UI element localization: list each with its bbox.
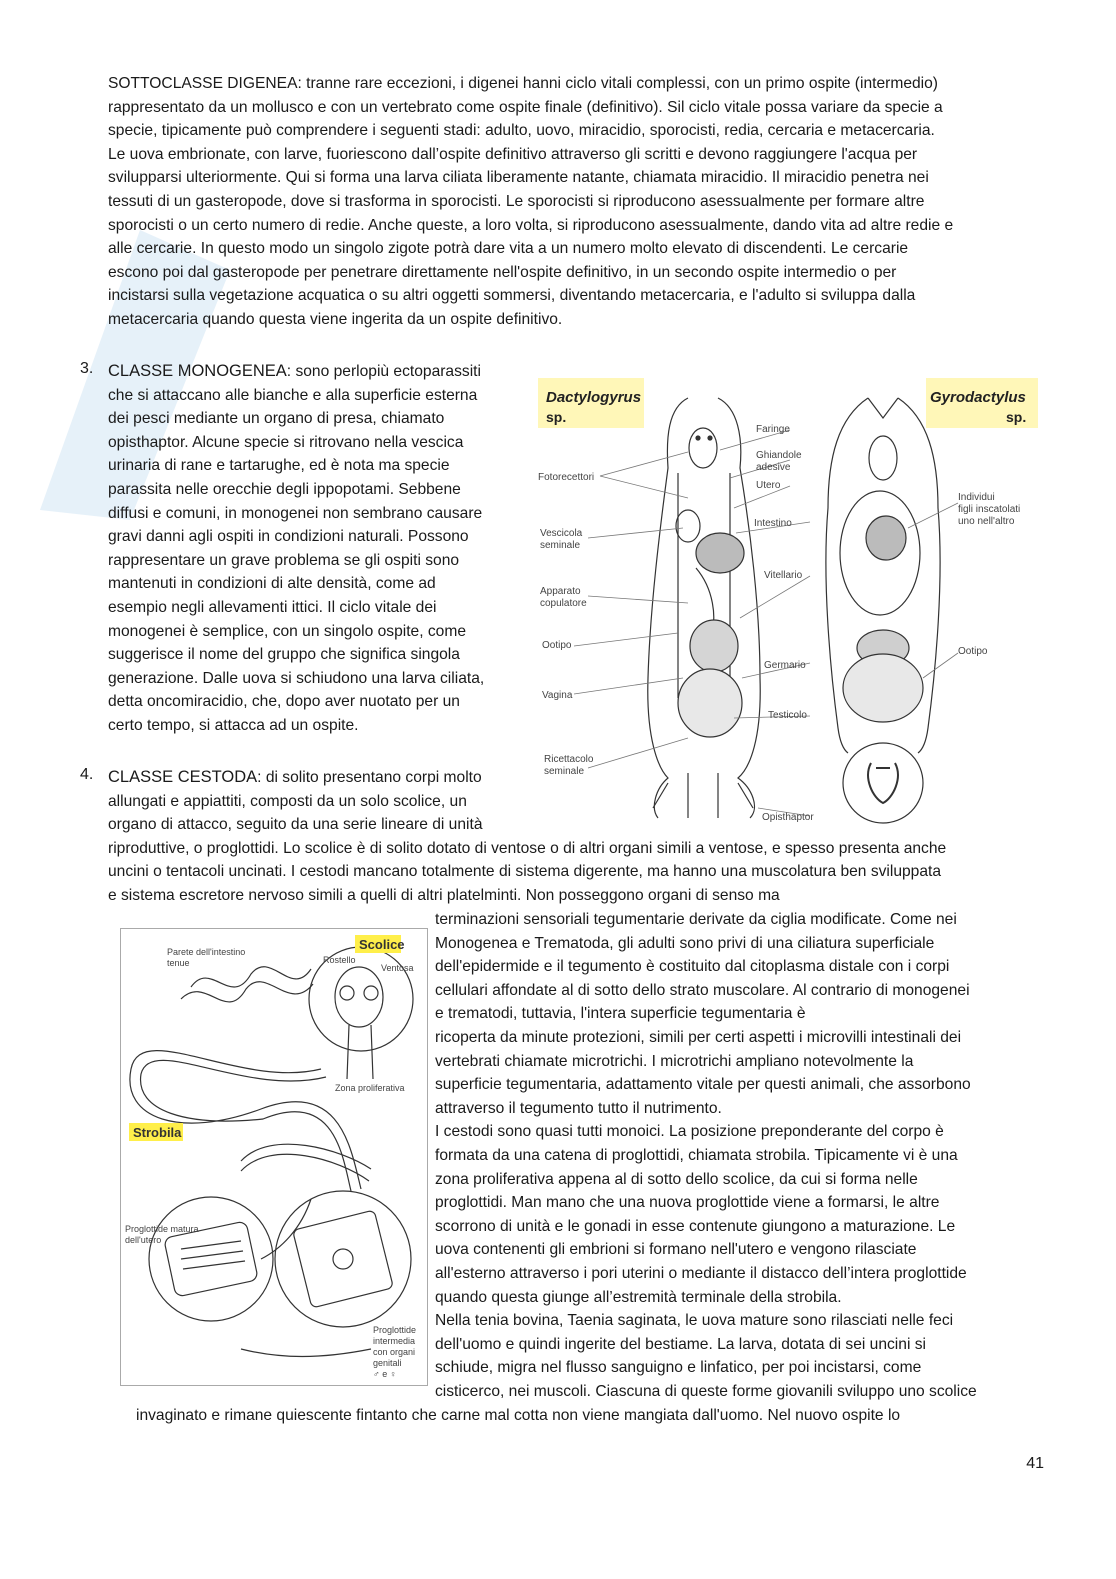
- label-faringe: Faringe: [756, 424, 790, 435]
- text-line: parassita nelle orecchie degli ippopotami. Sebbene: [108, 480, 461, 498]
- label-ghiandole: Ghiandole: [756, 450, 802, 461]
- gyrodactylus-title: Gyrodactylus: [930, 389, 1026, 406]
- monogenea-figure: [538, 378, 1038, 826]
- label-apparato: copulatore: [540, 598, 587, 609]
- text-line: all'esterno attraverso i pori uterini o mediante il distacco dell’intera proglottide: [435, 1264, 967, 1282]
- text-line: suggerisce il nome del gruppo che significa singola: [108, 646, 460, 664]
- parete-label: Parete dell'intestino: [167, 947, 246, 957]
- text-line: formata da una catena di proglottidi, chiamata strobila. Tipicamente vi è una: [435, 1146, 958, 1164]
- gyrodactylus-sp: sp.: [1006, 409, 1027, 425]
- text-line: dei pesci mediante un organo di presa, chiamato: [108, 410, 445, 428]
- text-line: monogenei è semplice, con un singolo ospite, come: [108, 622, 467, 640]
- text-line: cisticerco, nei muscoli. Ciascuna di queste forme giovanili sviluppo uno scolice: [435, 1382, 977, 1400]
- label-ghiandole: adesive: [756, 462, 791, 473]
- text-line: che si attaccano alle bianche e alla superficie esterna: [108, 386, 478, 404]
- text-line: allungati e appiattiti, composti da un solo scolice, un: [108, 792, 467, 810]
- text-line: attraverso il tegumento tutto il nutrimento.: [435, 1099, 722, 1117]
- digenea-paragraph: [108, 72, 953, 332]
- dactylogyrus-title: Dactylogyrus: [546, 389, 642, 406]
- monogenea-number: 3.: [80, 360, 94, 377]
- text-line: quando questa giunge all’estremità terminale della strobila.: [435, 1288, 842, 1306]
- text-line: gravi danni agli ospiti in condizioni naturali. Possono: [108, 528, 469, 546]
- text-line: alle cercarie. In questo modo un singolo zigote potrà dare vita a un numero molto elevato di discendenti. Le cercarie: [108, 240, 909, 258]
- label-vitellario: Vitellario: [764, 570, 803, 581]
- text-line: Le uova embrionate, con larve, fuoriescono dall’ospite definitivo attraverso gli scritti e devono raggiungere l'acqua per: [108, 145, 918, 163]
- strobila-label: Strobila: [133, 1125, 182, 1140]
- text-line: mantenuti in condizioni di alte densità, come ad: [108, 575, 436, 593]
- label-individui: uno nell'altro: [958, 516, 1015, 527]
- text-line: opisthaptor. Alcune specie si ritrovano nella vescica: [108, 433, 464, 451]
- label-individui: figli inscatolati: [958, 504, 1021, 515]
- label-fotorecettori: Fotorecettori: [538, 472, 595, 483]
- text-line: schiude, migra nel flusso sanguigno e linfatico, per poi incistarsi, come: [435, 1359, 922, 1377]
- page-number: 41: [1026, 1455, 1044, 1472]
- text-line: proglottidi. Man mano che una nuova proglottide viene a formarsi, le altre: [435, 1194, 940, 1212]
- text-line: rappresentare un grave problema se gli ospiti sono: [108, 551, 460, 569]
- label-intestino: Intestino: [754, 518, 792, 529]
- text-line: superficie tegumentaria, adattamento vitale per questi animali, che assorbono: [435, 1076, 971, 1094]
- dactylogyrus-sp: sp.: [546, 409, 567, 425]
- label-opisthaptor: Opisthaptor: [762, 812, 814, 823]
- text-line: : sono perlopiù ectoparassiti: [286, 363, 481, 380]
- matura-label: Proglottide matura: [125, 1224, 199, 1234]
- text-line: incistarsi sulla vegetazione acquatica o su altri oggetti sommersi, diventando metacercaria, e l'adulto si sviluppa dalla: [108, 287, 916, 305]
- intermedia-label: intermedia: [373, 1336, 416, 1346]
- text-line: invaginato e rimane quiescente fintanto che carne mal cotta non viene mangiata dall'uomo. Nel nuovo ospite lo: [136, 1407, 901, 1424]
- text-line: scorrono di unità e le gonadi in esse contenute giungono a maturazione. Le: [435, 1217, 956, 1235]
- intermedia-label: genitali: [373, 1358, 402, 1368]
- zona-label: Zona proliferativa: [335, 1083, 405, 1093]
- cestoda-last-line: [136, 1404, 900, 1428]
- cestoda-figure: [120, 928, 428, 1386]
- text-line: terminazioni sensoriali tegumentarie derivate da ciglia modificate. Come nei: [435, 911, 957, 928]
- label-ricettacolo: seminale: [544, 766, 585, 777]
- label-individui: Individui: [958, 492, 995, 503]
- text-line: e sistema escretore nervoso simili a quelli di altri platelminti. Non posseggono organi di senso ma: [108, 886, 780, 904]
- text-line: cellulari affondate al di sotto dello strato muscolare. Al contrario di monogenei: [435, 981, 970, 999]
- text-line: uova contenenti gli embrioni si formano nell'utero e vengono rilasciate: [435, 1241, 917, 1259]
- text-line: svilupparsi ulteriormente. Qui si forma una larva ciliata liberamente natante, chiamata miracidio. Il miracidio penetra nei: [108, 169, 929, 187]
- text-line: vertebrati chiamate microtrichi. I microtrichi ampliano notevolmente la: [435, 1052, 914, 1070]
- text-line: : di solito presentano corpi molto: [257, 769, 482, 786]
- text-line: dell'uomo e quindi ingerite del bestiame. La larva, dotata di sei uncini si: [435, 1335, 927, 1353]
- label-vagina: Vagina: [542, 690, 573, 701]
- text-line: Nella tenia bovina, Taenia saginata, le uova mature sono rilasciati nelle feci: [435, 1312, 954, 1330]
- rostello-label: Rostello: [323, 955, 356, 965]
- text-line: esempio negli allevamenti ittici. Il ciclo vitale dei: [108, 598, 437, 616]
- text-line: dell'epidermide e il tegumento è costituito dal citoplasma distale con i corpi: [435, 958, 950, 976]
- label-vescicola: seminale: [540, 540, 581, 551]
- ventosa-label: Ventosa: [381, 963, 414, 973]
- label-apparato: Apparato: [540, 586, 581, 597]
- text-line: detta oncomiracidio, che, dopo aver nuotato per un: [108, 693, 460, 711]
- cestoda-heading: CLASSE CESTODA: [108, 768, 258, 786]
- text-line: zona proliferativa appena al di sotto dello scolice, da cui si forma nelle: [435, 1170, 918, 1188]
- text-line: riproduttive, o proglottidi. Lo scolice è di solito dotato di ventose o di altri organi simili a ventose, e spesso presenta anche: [108, 839, 947, 857]
- text-line: organo di attacco, seguito da una serie lineare di unità: [108, 816, 483, 834]
- matura-label: dell'utero: [125, 1235, 162, 1245]
- text-line: tessuti di un gasteropode, dove si trasforma in sporocisti. Le sporocisti si riproducono asessualmente per formare altre: [108, 192, 925, 210]
- label-vescicola: Vescicola: [540, 528, 583, 539]
- intermedia-label: con organi: [373, 1347, 416, 1357]
- parete-label: tenue: [167, 958, 190, 968]
- text-line: certo tempo, si attacca ad un ospite.: [108, 716, 359, 734]
- text-line: Monogenea e Trematoda, gli adulti sono privi di una ciliatura superficiale: [435, 934, 935, 952]
- scolice-label: Scolice: [359, 937, 405, 952]
- cestoda-number: 4.: [80, 766, 94, 783]
- text-line: metacercaria quando questa viene ingerita da un ospite definitivo.: [108, 310, 563, 328]
- label-ricettacolo: Ricettacolo: [544, 754, 594, 765]
- text-line: I cestodi sono quasi tutti monoici. La posizione preponderante del corpo è: [435, 1123, 944, 1141]
- label-testicolo: Testicolo: [768, 710, 807, 721]
- text-line: ricoperta da minute protezioni, simili per certi aspetti i microvilli intestinali dei: [435, 1028, 962, 1046]
- intermedia-label: Proglottide: [373, 1325, 417, 1335]
- text-line: generazione. Dalle uova si schiudono una larva ciliata,: [108, 669, 485, 687]
- intermedia-label: ♂ e ♀: [373, 1369, 397, 1379]
- label-utero: Utero: [756, 480, 781, 491]
- label-ootipo: Ootipo: [542, 640, 572, 651]
- label-germario: Germario: [764, 660, 806, 671]
- text-line: uncini o tentacoli uncinati. I cestodi mancano totalmente di sistema digerente, ma hanno una muscolatura ben sviluppata: [108, 863, 942, 881]
- text-line: urinaria di rane e tartarughe, ed è nota ma specie: [108, 457, 450, 475]
- text-line: e trematodi, tuttavia, l'intera superficie tegumentaria è: [435, 1005, 806, 1023]
- cestoda-paragraph-top: [108, 766, 946, 908]
- label-ootipo: Ootipo: [958, 646, 988, 657]
- monogenea-paragraph: [108, 360, 484, 738]
- text-line: specie, tipicamente può comprendere i seguenti stadi: adulto, uovo, miracidio, sporocisti, redia, cercaria e metacercaria.: [108, 122, 935, 140]
- text-line: SOTTOCLASSE DIGENEA: tranne rare eccezioni, i digenei hanni ciclo vitali complessi, con un primo ospite (intermedio): [108, 75, 939, 92]
- monogenea-heading: CLASSE MONOGENEA: [108, 362, 287, 380]
- text-line: rappresentato da un mollusco e con un vertebrato come ospite finale (definitivo). Sil ciclo vitale possa variare da specie a: [108, 98, 943, 116]
- cestoda-paragraph-right: [435, 908, 977, 1403]
- text-line: diffusi e comuni, in monogenei non sembrano causare: [108, 504, 483, 522]
- text-line: sporocisti o un certo numero di redie. Anche queste, a loro volta, si riproducono asessualmente, dando vita ad altre redie e: [108, 216, 954, 234]
- text-line: escono poi dal gasteropode per penetrare direttamente nell'ospite definitivo, in un secondo ospite intermedio o per: [108, 263, 897, 281]
